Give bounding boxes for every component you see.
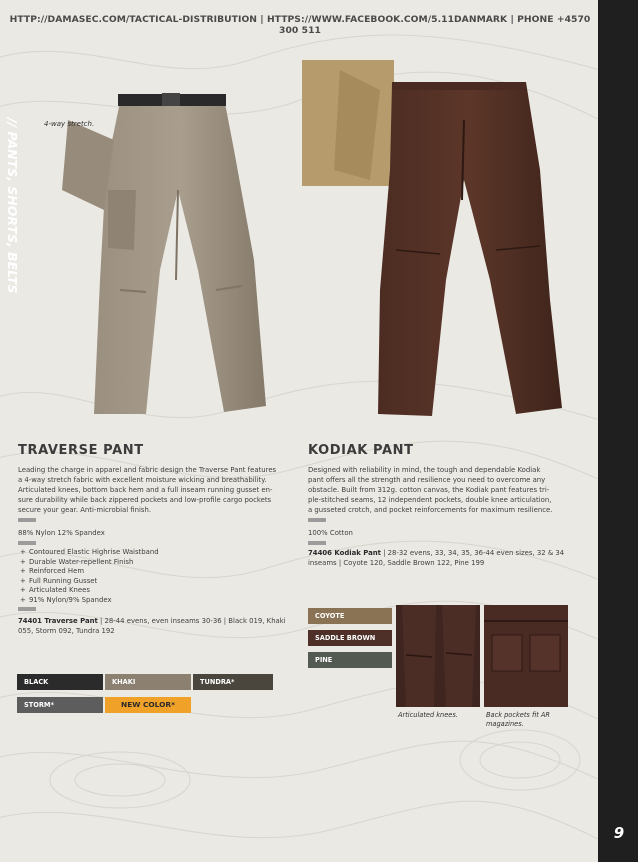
feature-item: + Durable Water-repellent Finish	[20, 558, 159, 568]
kodiak-description-line: Designed with reliability in mind, the tough and dependable Kodiak	[308, 466, 541, 474]
traverse-description	[18, 465, 298, 515]
header-contact-line: HTTP://DAMASEC.COM/TACTICAL-DISTRIBUTION | HTTPS://WWW.FACEBOOK.COM/5.11DANMARK | PHONE +4570 300 511	[9, 14, 591, 36]
sidebar	[598, 0, 638, 862]
kodiak-pant-photo	[300, 60, 590, 420]
kodiak-description-line: pant offers all the strength and resilience you need to overcome any	[308, 476, 546, 484]
swatch-pine: PINE	[308, 652, 392, 668]
kodiak-description-line: obstacle. Built from 312g. cotton canvas, the Kodiak pant features tri-	[308, 486, 550, 494]
traverse-description-line: Leading the charge in apparel and fabric design the Traverse Pant features	[18, 466, 277, 474]
traverse-pant-photo	[28, 80, 284, 420]
traverse-callout: 4-way stretch.	[44, 120, 95, 128]
swatch-khaki: KHAKI	[105, 674, 191, 690]
traverse-sku-code: 74401 Traverse Pant	[18, 617, 98, 625]
kodiak-title: KODIAK PANT	[308, 443, 414, 458]
feature-item: + Reinforced Hem	[20, 567, 159, 577]
divider-bar	[308, 541, 326, 545]
caption-pockets-line: Back pockets fit AR	[486, 711, 550, 719]
caption-knees: Articulated knees.	[398, 711, 458, 719]
kodiak-description-line: ple-stitched seams, 12 independent pockets, double knee articulation,	[308, 496, 552, 504]
caption-pockets-line: magazines.	[486, 720, 524, 728]
traverse-description-line: sure durability while back zippered pockets and low-profile cargo pockets	[18, 496, 272, 504]
traverse-description-line: a 4-way stretch fabric with excellent moisture wicking and breathability.	[18, 476, 267, 484]
swatch-saddle-brown: SADDLE BROWN	[308, 630, 392, 646]
traverse-material: 88% Nylon 12% Spandex	[18, 529, 105, 537]
kodiak-description-line: a gusseted crotch, and pocket reinforcements for maximum resilience.	[308, 506, 553, 514]
divider-bar	[308, 518, 326, 522]
traverse-sku-details: | 28-44 evens, even inseams 30-36 | Black 019, Khaki	[97, 617, 286, 625]
traverse-features	[20, 548, 159, 606]
traverse-title: TRAVERSE PANT	[18, 443, 144, 458]
new-color-badge: NEW COLOR*	[105, 697, 191, 713]
traverse-sku-details-2: 055, Storm 092, Tundra 192	[18, 627, 115, 635]
feature-item: + Articulated Knees	[20, 586, 159, 596]
kodiak-sku-details-2: inseams | Coyote 120, Saddle Brown 122, Pine 199	[308, 559, 485, 567]
kodiak-sku-details: | 28-32 evens, 33, 34, 35, 36-44 even sizes, 32 & 34	[380, 549, 565, 557]
back-pockets-photo	[484, 605, 568, 707]
caption-pockets	[486, 711, 550, 729]
kodiak-sku	[308, 548, 590, 568]
divider-bar	[18, 607, 36, 611]
section-title-text: // PANTS, SHORTS, BELTS	[5, 118, 20, 294]
feature-item: + Full Running Gusset	[20, 577, 159, 587]
divider-bar	[18, 518, 36, 522]
kodiak-description	[308, 465, 590, 515]
kodiak-sku-code: 74406 Kodiak Pant	[308, 549, 381, 557]
traverse-sku	[18, 616, 298, 636]
swatch-storm: STORM*	[17, 697, 103, 713]
feature-item: + 91% Nylon/9% Spandex	[20, 596, 159, 606]
feature-item: + Contoured Elastic Highrise Waistband	[20, 548, 159, 558]
articulated-knees-photo	[396, 605, 480, 707]
kodiak-material: 100% Cotton	[308, 529, 353, 537]
traverse-description-line: secure your gear. Anti-microbial finish.	[18, 506, 152, 514]
swatch-coyote: COYOTE	[308, 608, 392, 624]
divider-bar	[18, 541, 36, 545]
swatch-tundra: TUNDRA*	[193, 674, 273, 690]
page-number: 9	[613, 824, 625, 842]
traverse-description-line: Articulated knees, bottom back hem and a full inseam running gusset en-	[18, 486, 273, 494]
swatch-black: BLACK	[17, 674, 103, 690]
